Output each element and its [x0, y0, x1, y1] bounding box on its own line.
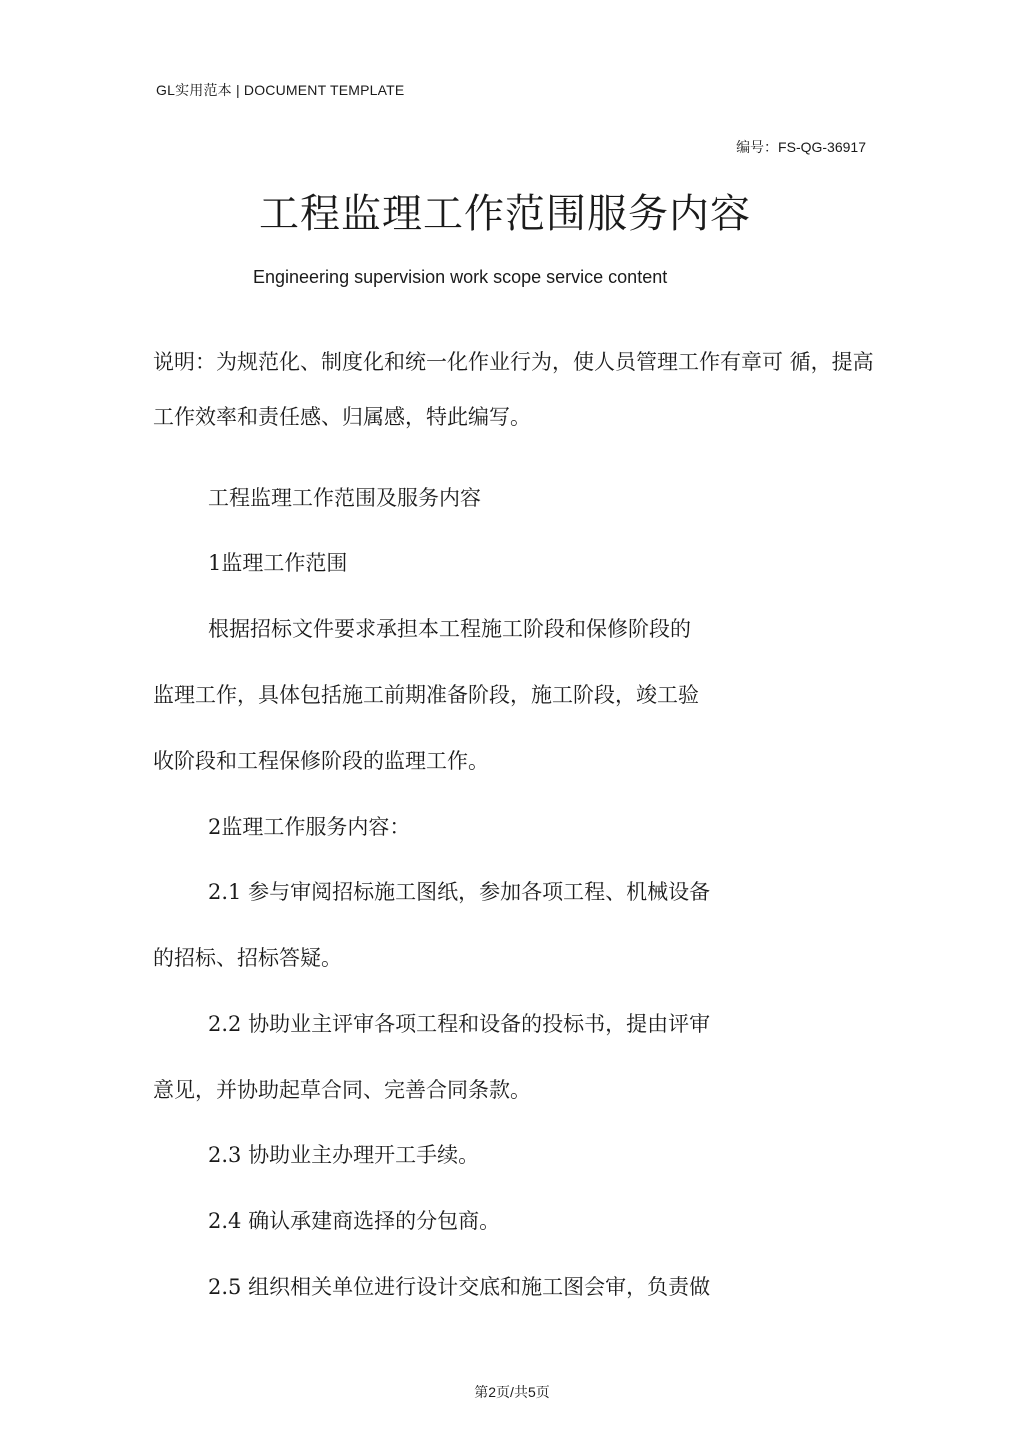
paragraph-line: 收阶段和工程保修阶段的监理工作。 [153, 749, 489, 773]
list-item: 2.4 确认承建商选择的分包商。 [208, 1209, 501, 1233]
paragraph-line: 工作效率和责任感、归属感，特此编写。 [153, 405, 531, 429]
paragraph-line: 意见，并协助起草合同、完善合同条款。 [153, 1078, 531, 1102]
list-item: 2.1 参与审阅招标施工图纸，参加各项工程、机械设备 [208, 880, 711, 904]
document-subtitle: Engineering supervision work scope service content [253, 267, 668, 287]
section-heading: 1监理工作范围 [208, 551, 348, 575]
document-number: 编号：FS-QG-36917 [736, 139, 866, 155]
list-item: 2.3 协助业主办理开工手续。 [208, 1143, 480, 1167]
section-heading: 2监理工作服务内容： [208, 815, 411, 839]
paragraph-line: 监理工作，具体包括施工前期准备阶段，施工阶段，竣工验 [153, 683, 699, 707]
section-heading: 工程监理工作范围及服务内容 [208, 486, 481, 510]
list-item: 2.5 组织相关单位进行设计交底和施工图会审，负责做 [208, 1275, 711, 1299]
document-title: 工程监理工作范围服务内容 [259, 191, 751, 237]
paragraph-line: 根据招标文件要求承担本工程施工阶段和保修阶段的 [208, 617, 691, 641]
list-item: 2.2 协助业主评审各项工程和设备的投标书，提由评审 [208, 1012, 711, 1036]
paragraph-line: 说明：为规范化、制度化和统一化作业行为，使人员管理工作有章可 循，提高 [153, 350, 874, 374]
document-header: GL实用范本 | DOCUMENT TEMPLATE [156, 82, 405, 98]
paragraph-line: 的招标、招标答疑。 [153, 946, 342, 970]
page-footer: 第2页/共5页 [474, 1384, 550, 1400]
